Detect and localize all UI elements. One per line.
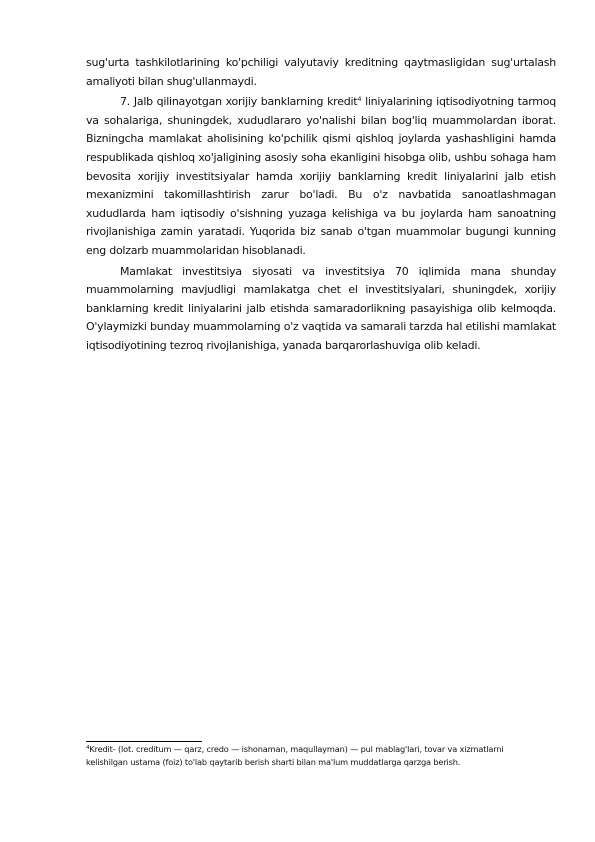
footnote-separator — [86, 741, 202, 742]
paragraph-2-start: 7. Jalb qilinayotgan xorijiy banklarning kredit — [120, 95, 358, 109]
footnote-marker: 4 — [86, 745, 90, 751]
paragraph-2 — [86, 93, 556, 260]
footnote — [86, 743, 526, 768]
paragraph-1: sug'urta tashkilotlarining ko'pchiligi valyutaviy kreditning qaytmasligidan sug'urtalash amaliyoti bilan shug'ullanmaydi. — [86, 56, 556, 88]
footnote-reference[interactable]: 4 — [357, 95, 362, 104]
paragraph-3: Mamlakat investitsiya siyosati va investitsiya 70 iqlimida mana shunday muammolarning mavjudligi mamlakatga chet el investitsiyalari, shuningdek, xorijiy banklarning kredit liniyalarini jalb etishda samaradorlikning pasayishiga olib kelmoqda. O'ylaymizki bunday muammolarning o'z vaqtida va samarali tarzda hal etilishi mamlakat iqtisodiyotining tezroq rivojlanishiga, yanada barqarorlashuviga olib keladi. — [86, 264, 556, 352]
footnote-text: Kredit- (lot. creditum — qarz, credo — ishonaman, maqullayman) — pul mablag'lari, tovar va xizmatlarni kelishilgan ustama (foiz) to'lab qaytarib berish sharti bilan ma'lum muddatlarga qarzga berish. — [86, 744, 504, 767]
paragraph-2-rest: liniyalarining iqtisodiyotning tarmoq va sohalariga, shuningdek, xududlararo yo'nalishi bilan bog'liq muammolardan iborat. Bizningcha mamlakat aholisining ko'pchilik qismi qishloq joylarda yashashligini hamda respublikada qishloq xo'jaligining asosiy soha ekanligini hisobga olib, ushbu sohaga ham bevosita xorijiy investitsiyalar hamda xorijiy banklarning kredit liniyalarini jalb etish mexanizmini takomillashtirish zarur bo'ladi. Bu o'z navbatida sanoatlashmagan xududlarda ham iqtisodiy o'sishning yuzaga kelishiga va bu joylarda ham sanoatning rivojlanishiga zamin yaratadi. Yuqorida biz sanab o'tgan muammolar bugungi kunning eng dolzarb muammolaridan hisoblanadi. — [86, 95, 556, 257]
body-text — [86, 54, 556, 356]
